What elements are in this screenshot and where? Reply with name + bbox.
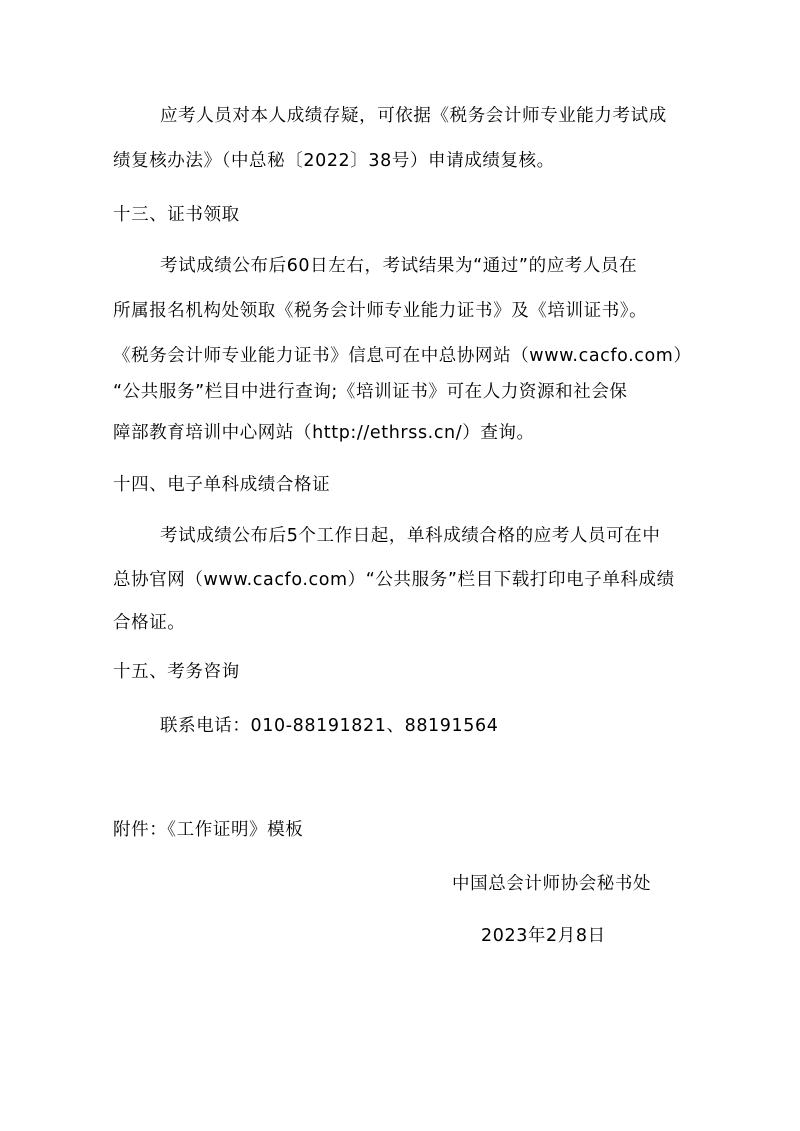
document-date: 2023年2月8日 [481,926,606,946]
section14-body-line-3: 合格证。 [113,613,186,633]
section13-heading: 十三、证书领取 [113,205,240,225]
section13-body-line-1: 考试成绩公布后60日左右，考试结果为“通过”的应考人员在 [160,256,638,276]
contact-phone: 联系电话：010-88191821、88191564 [160,716,499,736]
section13-body-line-5: 障部教育培训中心网站（http://ethrss.cn/）查询。 [113,423,535,443]
section13-body-line-4: “公共服务”栏目中进行查询;《培训证书》可在人力资源和社会保 [113,382,628,402]
paragraph-review-line-2: 绩复核办法》（中总秘〔2022〕38号）申请成绩复核。 [113,151,555,171]
signatory: 中国总会计师协会秘书处 [452,874,652,894]
section13-body-line-2: 所属报名机构处领取《税务会计师专业能力证书》及《培训证书》。 [113,301,648,321]
attachment-note: 附件：《工作证明》模板 [113,820,304,840]
section14-body-line-2: 总协官网（www.cacfo.com）“公共服务”栏目下载打印电子单科成绩 [113,570,675,590]
section13-body-line-3: 《税务会计师专业能力证书》信息可在中总协网站（www.cacfo.com） [113,346,692,366]
section14-body-line-1: 考试成绩公布后5个工作日起，单科成绩合格的应考人员可在中 [160,526,661,546]
section15-heading: 十五、考务咨询 [113,662,240,682]
paragraph-review-line-1: 应考人员对本人成绩存疑，可依据《税务会计师专业能力考试成 [160,106,667,126]
section14-heading: 十四、电子单科成绩合格证 [113,475,331,495]
